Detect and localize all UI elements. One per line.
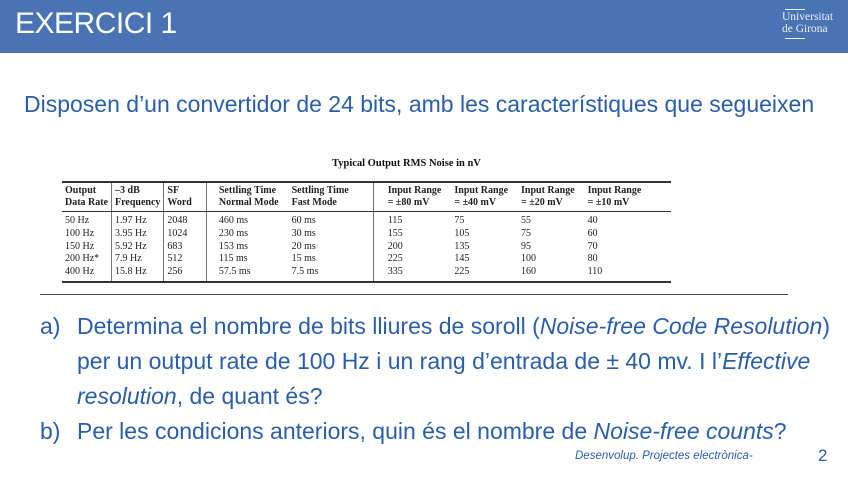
table-cell: 2048 [164, 212, 206, 228]
title-bar [0, 0, 848, 53]
question-a [40, 309, 830, 414]
table-cell: 256 [164, 266, 206, 282]
col-header: Input Range = ±40 mV [451, 182, 518, 212]
table-cell: 15 ms [291, 253, 316, 265]
table-cell: 75 [454, 215, 465, 226]
table-cell: 7.5 ms [289, 266, 374, 282]
table-cell: 512 [164, 253, 206, 266]
table-title: Typical Output RMS Noise in nV [332, 158, 481, 169]
table-cell: 155 [373, 228, 451, 241]
table-cell: 3.95 Hz [112, 228, 164, 241]
question-letter: a) [40, 313, 61, 339]
table-cell: 683 [164, 241, 206, 254]
table-cell: 200 [373, 241, 451, 254]
table-row [62, 228, 671, 241]
table-row [62, 253, 671, 266]
col-header: Output Data Rate [62, 182, 112, 212]
table-cell: 460 ms [206, 212, 288, 228]
university-logo [782, 11, 842, 35]
table-cell: 100 [521, 253, 537, 265]
logo-line-2: de Girona [782, 23, 828, 35]
intro-text: Disposen d’un convertidor de 24 bits, amb les característiques que segueixen [24, 91, 815, 117]
table-cell: 145 [454, 253, 470, 265]
slide-title: EXERCICI 1 [15, 7, 177, 40]
table-row [62, 266, 671, 282]
table-cell: 225 [373, 253, 451, 266]
table-cell: 100 Hz [65, 227, 95, 239]
logo-rule-bottom [785, 38, 805, 39]
table-cell: 20 ms [291, 240, 316, 252]
table-cell: 115 [373, 212, 451, 228]
table-cell: 95 [521, 240, 532, 252]
page-number: 2 [818, 446, 828, 465]
col-header: Input Range = ±10 mV [585, 182, 672, 212]
table-cell: 7.9 Hz [112, 253, 164, 266]
col-header: SF Word [164, 182, 206, 212]
table-cell: 1.97 Hz [112, 212, 164, 228]
table-cell: 105 [454, 227, 470, 239]
question-text: Determina el nombre de bits lliures de soroll (Noise-free Code Resolution) per un output rate de 100 Hz i un rang d’entrada de ± 40 mv. I l’Effective resolution, de quant és? [77, 313, 830, 409]
table-cell: 60 ms [291, 215, 316, 226]
table-cell: 1024 [164, 228, 206, 241]
table-cell: 135 [454, 240, 470, 252]
table-cell: 153 ms [206, 241, 288, 254]
col-header: Input Range = ±20 mV [518, 182, 585, 212]
table-cell: 55 [521, 215, 532, 226]
question-list [40, 309, 830, 449]
question-letter: b) [40, 418, 61, 444]
footer-text: Desenvolup. Projectes electrònica- [575, 450, 753, 462]
table-cell: 230 ms [206, 228, 288, 241]
table-cell: 60 [587, 227, 598, 239]
table-cell: 160 [518, 266, 585, 282]
table-cell: 150 Hz [65, 240, 95, 252]
table-cell: 75 [521, 227, 532, 239]
table-cell: 400 Hz [62, 266, 112, 282]
logo-line-1: Universitat [782, 11, 834, 23]
table-cell: 200 Hz* [65, 253, 100, 265]
table-cell: 40 [587, 215, 598, 226]
table-cell: 70 [587, 240, 598, 252]
col-header: Settling Time Normal Mode [206, 182, 288, 212]
question-text: Per les condicions anteriors, quin és el nombre de Noise-free counts? [77, 418, 787, 444]
col-header: –3 dB Frequency [112, 182, 164, 212]
table-cell: 80 [587, 253, 598, 265]
table-cell: 5.92 Hz [112, 241, 164, 254]
table-row [62, 212, 671, 228]
table-cell: 225 [451, 266, 518, 282]
question-b [40, 414, 830, 449]
col-header: Input Range = ±80 mV [373, 182, 451, 212]
table-row [62, 241, 671, 254]
table-cell: 15.8 Hz [112, 266, 164, 282]
logo-rule-top [785, 9, 805, 10]
table-cell: 110 [585, 266, 672, 282]
table-cell: 50 Hz [65, 215, 90, 226]
table-header-row [62, 182, 671, 212]
table-cell: 30 ms [291, 227, 316, 239]
col-header: Settling Time Fast Mode [289, 182, 374, 212]
table-cell: 57.5 ms [206, 266, 288, 282]
separator-line [40, 294, 788, 295]
noise-table [62, 181, 671, 283]
table-cell: 115 ms [206, 253, 288, 266]
table-cell: 335 [373, 266, 451, 282]
